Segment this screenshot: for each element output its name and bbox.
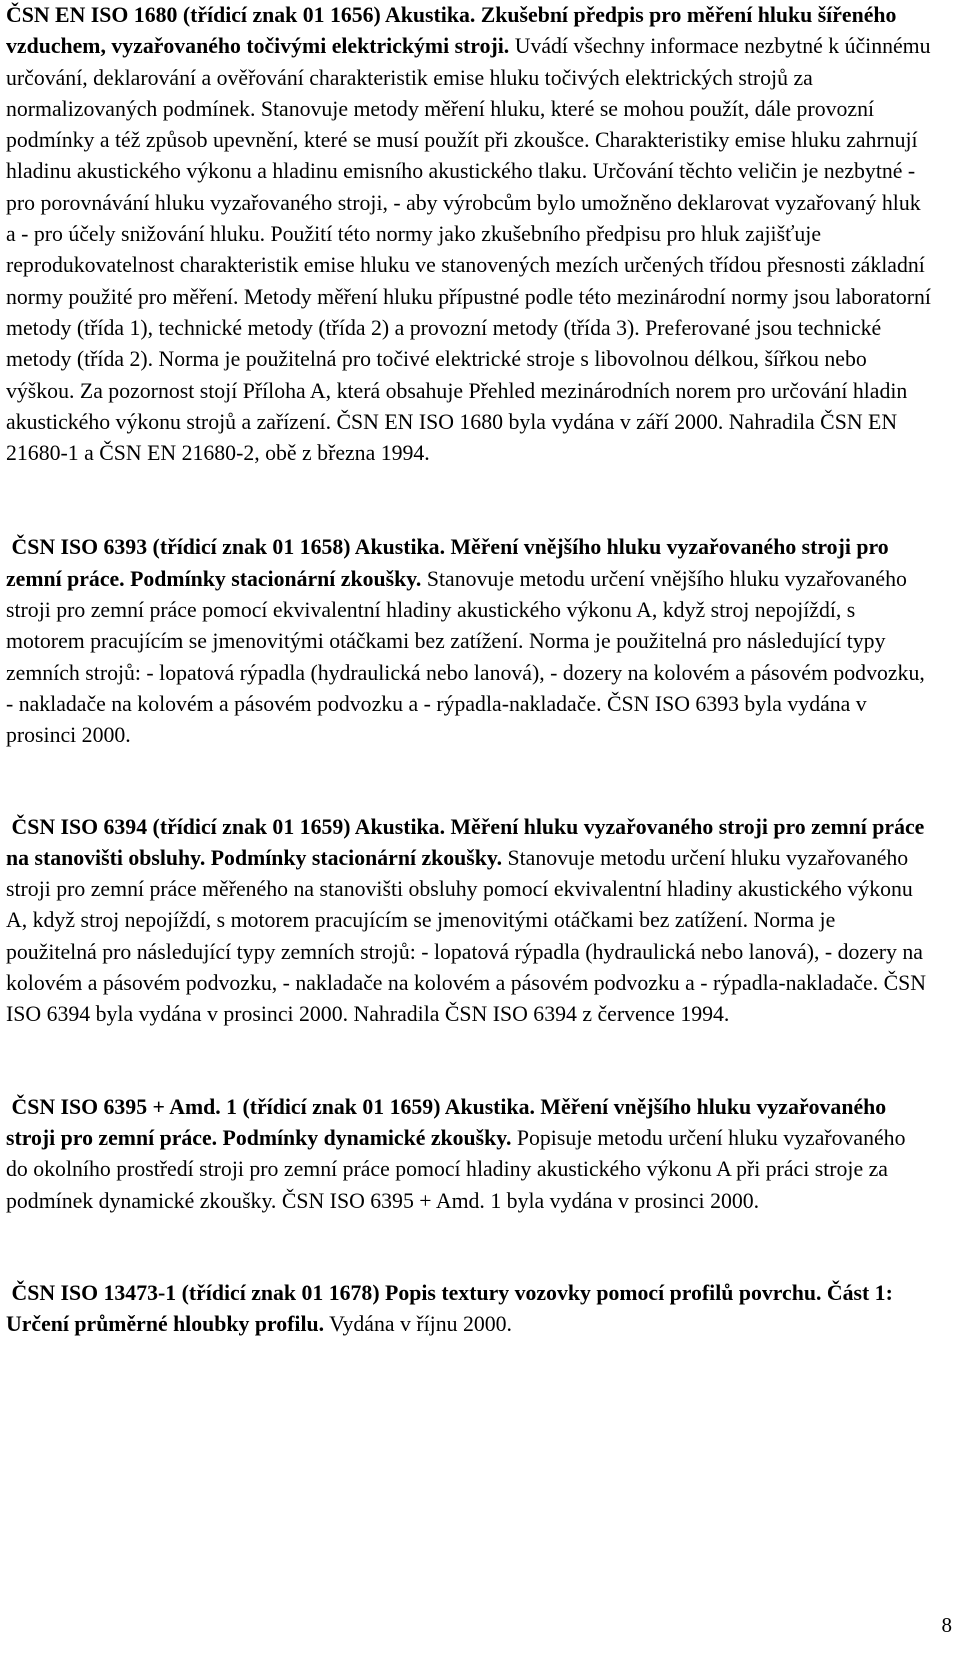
standard-description: Popisuje metodu určení hluku vyzařovaného do okolního prostředí stroji pro zemní práce pomocí hladiny akustického výkonu A při práci stroje za podmínek dynamické zkoušky. ČSN ISO 6395 + Amd. 1 byla vydána v prosinci 2000. <box>6 1125 906 1213</box>
standard-entry <box>6 812 931 1031</box>
page-number: 8 <box>941 1613 952 1637</box>
standard-title: ČSN ISO 6395 + Amd. 1 (třídicí znak 01 1659) Akustika. Měření vnějšího hluku vyzařovaného stroji pro zemní práce. Podmínky dynamické zkoušky. <box>6 1094 887 1150</box>
document-page <box>6 0 931 1340</box>
standard-description: Uvádí všechny informace nezbytné k účinnému určování, deklarování a ověřování charakteristik emise hluku točivých elektrických strojů za normalizovaných podmínek. Stanovuje metody měření hluku, které se mohou použít, dále provozní podmínky a též způsob upevnění, které se musí použít při zkoušce. Charakteristiky emise hluku zahrnují hladinu akustického výkonu a hladinu emisního akustického tlaku. Určování těchto veličin je nezbytné - pro porovnávání hluku vyzařovaného stroji, - aby výrobcům bylo umožněno deklarovat vyzařovaný hluk a - pro účely snižování hluku. Použití této normy jako zkušebního předpisu pro hluk zajišťuje reprodukovatelnost charakteristik emise hluku ve stanovených mezích určených třídou přesnosti základní normy použité pro měření. Metody měření hluku přípustné podle této mezinárodní normy jsou laboratorní metody (třída 1), technické metody (třída 2) a provozní metody (třída 3). Preferované jsou technické metody (třída 2). Norma je použitelná pro točivé elektrické stroje s libovolnou délkou, šířkou nebo výškou. Za pozornost stojí Příloha A, která obsahuje Přehled mezinárodních norem pro určování hladin akustického výkonu strojů a zařízení. ČSN EN ISO 1680 byla vydána v září 2000. Nahradila ČSN EN 21680-1 a ČSN EN 21680-2, obě z března 1994. <box>6 34 931 466</box>
standard-entry <box>6 1278 931 1341</box>
standard-entry <box>6 1092 931 1217</box>
standard-title: ČSN ISO 6393 (třídicí znak 01 1658) Akustika. Měření vnějšího hluku vyzařovaného stroji pro zemní práce. Podmínky stacionární zkoušky. <box>6 535 889 591</box>
standard-description: Stanovuje metodu určení hluku vyzařovaného stroji pro zemní práce měřeného na stanovišti obsluhy pomocí ekvivalentní hladiny akustického výkonu A, když stroj nepojíždí, s motorem pracujícím se jmenovitými otáčkami bez zatížení. Norma je použitelná pro následující typy zemních strojů: - lopatová rýpadla (hydraulická nebo lanová), - dozery na kolovém a pásovém podvozku, - nakladače na kolovém a pásovém podvozku a - rýpadla-nakladače. ČSN ISO 6394 byla vydána v prosinci 2000. Nahradila ČSN ISO 6394 z července 1994. <box>6 845 927 1027</box>
standard-entry <box>6 0 931 469</box>
standard-title: ČSN ISO 6394 (třídicí znak 01 1659) Akustika. Měření hluku vyzařovaného stroji pro zemní práce na stanovišti obsluhy. Podmínky stacionární zkoušky. <box>6 814 925 870</box>
standard-entry <box>6 532 931 751</box>
standard-description: Stanovuje metodu určení vnějšího hluku vyzařovaného stroji pro zemní práce pomocí ekvivalentní hladiny akustického výkonu A, když stroj nepojíždí, s motorem pracujícím se jmenovitými otáčkami bez zatížení. Norma je použitelná pro následující typy zemních strojů: - lopatová rýpadla (hydraulická nebo lanová), - dozery na kolovém a pásovém podvozku, - nakladače na kolovém a pásovém podvozku a - rýpadla-nakladače. ČSN ISO 6393 byla vydána v prosinci 2000. <box>6 566 925 748</box>
standard-description: Vydána v říjnu 2000. <box>324 1312 512 1337</box>
standard-title: ČSN ISO 13473-1 (třídicí znak 01 1678) Popis textury vozovky pomocí profilů povrchu. Část 1: Určení průměrné hloubky profilu. <box>6 1280 893 1337</box>
standard-title: ČSN EN ISO 1680 (třídicí znak 01 1656) Akustika. Zkušební předpis pro měření hluku šířeného vzduchem, vyzařovaného točivými elektrickými stroji. <box>6 3 897 59</box>
